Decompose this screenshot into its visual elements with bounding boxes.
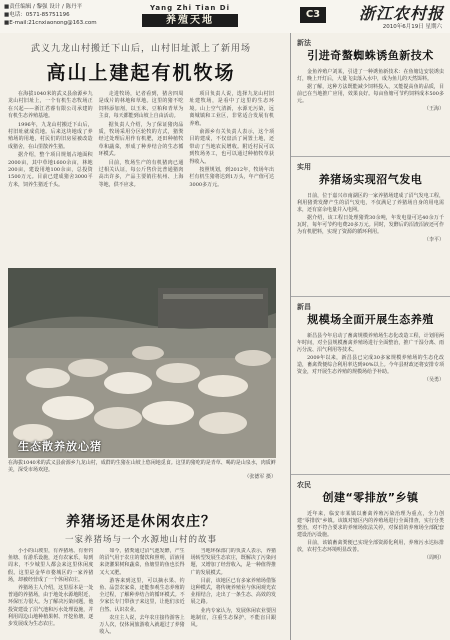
article-column: [99, 548, 184, 640]
paragraph: 据介绍，整个项目规划占地面积2000亩，其中草地1600余亩，林地200亩，建设用地100余亩，总投资1500万元。目前已建成猪舍3000平方米，饲养生猪近千头。: [8, 152, 93, 188]
brief-title: 创建“零排放”乡镇: [322, 491, 419, 504]
paragraph: 养猪场主人介绍，这里原本是一处普通的养猪场，由于地处水源地附近，环保压力很大。为了解决污染问题，他投资建设了沼气池和污水处理设施，并利用周边山地种植果树、开挖鱼塘，逐步发展成为生态农庄。: [8, 585, 94, 628]
paragraph: 游客来到这里，可以摘水果、钓鱼、品尝农家菜，还能参观生态养殖的全过程，了解种养结合的循环模式。不少家长专门带孩子来这里，让他们亲近自然、认识农业。: [99, 577, 185, 613]
article-tag: 新法: [297, 39, 311, 47]
email-line: ■E-mail:21cnxiaonong@163.com: [4, 20, 97, 26]
paragraph: 据介绍，该工程日处理猪粪30余吨，年发电量可达40余万千瓦时，每年可节约电费20多万元。同时，发酵后的沼渣沼液还可作为有机肥料，实现了资源的循环利用。: [297, 215, 444, 235]
paragraph: 如今，猪粪通过沼气池发酵，产生的沼气用于农庄的餐饮和照明，沼液用来浇灌果树和蔬菜，鱼塘里的鱼也长得又大又肥。: [99, 548, 185, 576]
paragraph: 当地环保部门的负责人表示，养猪场转型发展生态农庄，既解决了污染问题，又增加了经营收入，是一种值得推广的发展模式。: [190, 548, 276, 576]
lead-article-subtitle: 武义九龙山村搬迁下山后，山村旧址派上了新用场: [30, 44, 251, 54]
paragraph: 走进牧场，记者看到，猪舍四周是成片的林地和草地。这里的猪不吃饲料添加剂，以玉米、豆粕和青草为主食，每天都能到山坡上自由活动。: [98, 91, 184, 120]
section-pinyin: Yang Zhi Tian Di: [149, 4, 230, 12]
article-tag: 新昌: [297, 303, 311, 311]
caption-text: 在海拔1040米的武义县俞源乡九龙山村，成群的生猪在山坡上悠闲地觅食。这里的猪吃的是青草、喝的是山泉水，肉质鲜美，深受市场欢迎。: [8, 460, 276, 473]
lead-article-title: 高山上建起有机牧场: [46, 62, 236, 84]
paragraph: 据负责人介绍，为了保证猪肉品质，牧场采用分区轮牧的方式，猪粪经过处理后用作有机肥，还田种植牧草和蔬菜，形成了种养结合的生态循环模式。: [98, 121, 184, 158]
second-article-body: [8, 548, 276, 640]
photo-caption: [8, 460, 276, 481]
editor-info: [4, 3, 97, 27]
main-column: [0, 33, 282, 640]
byline: （李平）: [423, 237, 444, 243]
brief-body: [297, 69, 444, 113]
paragraph: 农庄主人说，去年农庄接待游客上万人次，仅休闲旅游收入就超过了养猪收入。: [99, 614, 185, 636]
photo-illustration: [8, 268, 276, 458]
paragraph: 目前，牧场生产的有机猪肉已通过相关认证，每公斤售价比普通猪肉高出许多，产品主要销往杭州、上海等地，供不应求。: [98, 159, 184, 188]
article-tag: 实用: [297, 163, 311, 171]
lead-article-body: [0, 85, 282, 275]
photo-overlay-text: 生态散养放心猪: [18, 440, 102, 453]
photo-credit: （张德军 摄）: [244, 474, 276, 480]
brief-title: 引进奇螯蜘蛛诱鱼新技术: [307, 49, 434, 62]
paragraph: 1996年，九龙山村搬迁下山后，村旧址就成荒地。后来这块地成了养殖场的用地，村民们的旧房屋被改造成猪舍，在山里散养生猪。: [8, 121, 93, 150]
brief-body: [297, 333, 444, 384]
page-number: C3: [300, 7, 326, 23]
paragraph: 2009年以来，新昌县已完成30多家规模养殖场的生态化改造，畜禽粪便综合利用率达到90%以上。今年县财政还将安排专项资金，对开展生态养殖的规模场给予补助。: [297, 355, 444, 375]
phone-line: ■电话：0571-85751196: [4, 12, 70, 18]
paragraph: 目前，该地区已有多家养殖场借鉴这种模式，将传统养殖业与休闲观光农业相结合，走出了一条生态、高效的发展之路。: [190, 577, 276, 606]
brief-article: [291, 33, 450, 157]
editor-line: ■责任编辑 / 黎强 设计 / 陈丹平: [4, 4, 83, 10]
paragraph: 目前，该镇畜禽粪便已实现全部资源化利用，养殖污水达标排放，农村生态环境明显改善。: [297, 540, 444, 553]
article-tag: 农民: [297, 481, 311, 489]
byline: （周明）: [423, 555, 444, 561]
article-column: [189, 91, 274, 275]
paragraph: 日前，位于嘉兴市南湖区的一家养猪场建成了沼气发电工程，利用猪粪发酵产生的沼气发电，不仅满足了养猪场自身的用电需求，还有富余电量并入电网。: [297, 193, 444, 213]
paragraph: 业内专家认为，发展休闲农业要因地制宜，注重生态保护，不能盲目跟风。: [190, 607, 276, 629]
brief-title: 规模场全面开展生态养殖: [307, 313, 434, 326]
second-article-subtitle: 一家养猪场与一个水源地山村的故事: [64, 535, 217, 545]
paragraph: 新昌县今年启动了畜禽规模养殖场生态化改造工程，计划用两年时间，对全县规模畜禽养殖场进行全面整治，推广干湿分离、雨污分流、沼气利用等技术。: [297, 333, 444, 353]
pig-farm-photo: [8, 268, 276, 458]
article-column: [8, 548, 93, 640]
article-column: [99, 91, 184, 275]
brief-article: [291, 157, 450, 297]
paragraph: 据了解，这种方法既能减少饲料投入，又能提高鱼的品质，目前已在当地推广应用，效果良好。每亩鱼塘可节约饲料成本500多元。: [297, 84, 444, 104]
masthead: [0, 0, 450, 33]
byline: （王海）: [423, 106, 444, 112]
issue-date: 2010年6月19日 星期六: [382, 24, 442, 30]
brief-title: 养猪场实现沼气发电: [318, 173, 423, 186]
brief-article: [291, 297, 450, 475]
brief-body: [297, 511, 444, 562]
byline: （吴勇）: [423, 377, 444, 383]
paragraph: 在海拔1040米的武义县俞源乡九龙山村旧址上，一个有机生态牧场正在兴起——浙江君睿有限公司承建的有机生态养殖基地。: [8, 91, 93, 120]
paragraph: 项目负责人说，选择九龙山村旧址建牧场，是看中了这里的生态环境。山上空气清新，水源无污染，远离城镇和工业区，非常适合发展有机养殖。: [189, 91, 275, 127]
article-column: [8, 91, 93, 275]
newspaper-name: 浙江农村报: [358, 4, 444, 23]
second-article-title: 养猪场还是休闲农庄？: [66, 514, 216, 530]
brief-body: [297, 193, 444, 244]
paragraph: 按照规划，到2012年，牧场年出栏有机生猪将达到1万头，年产值可达3000多万元。: [189, 167, 275, 188]
brief-article: [291, 475, 450, 639]
paragraph: 俞源乡有关负责人表示，这个项目的建成，不仅盘活了闲置土地，还带动了当地农民增收。附近村民可以到牧场务工，也可以通过种植牧草获得收入。: [189, 129, 275, 165]
paragraph: 小小的山坡里，有养猪场、有垂钓鱼塘、有游乐设施，还有农家乐，每到周末，不少城里人都会来这里休闲度假。这里是金华市婺城区的一家养猪场，却被经营成了一个休闲农庄。: [8, 548, 94, 583]
section-title: 养殖天地: [142, 14, 238, 27]
side-column: [290, 33, 450, 640]
section-header: [142, 4, 238, 28]
paragraph: 近年来，临安市某镇以畜禽养殖污染治理为重点，全力创建“零排放”乡镇。该镇对辖区内的养殖场进行全面排查，实行分类整治，对不符合要求的养殖场依法关停，对保留的养殖场全部配套建设治污设施。: [297, 511, 444, 538]
paragraph: 金鱼养殖户刘某，引进了一种诱鱼新技术：在鱼塘边安装诱虫灯，晚上开灯后，大量飞虫落入水中，成为鱼儿的天然饵料。: [297, 69, 444, 82]
article-column: [191, 548, 276, 640]
